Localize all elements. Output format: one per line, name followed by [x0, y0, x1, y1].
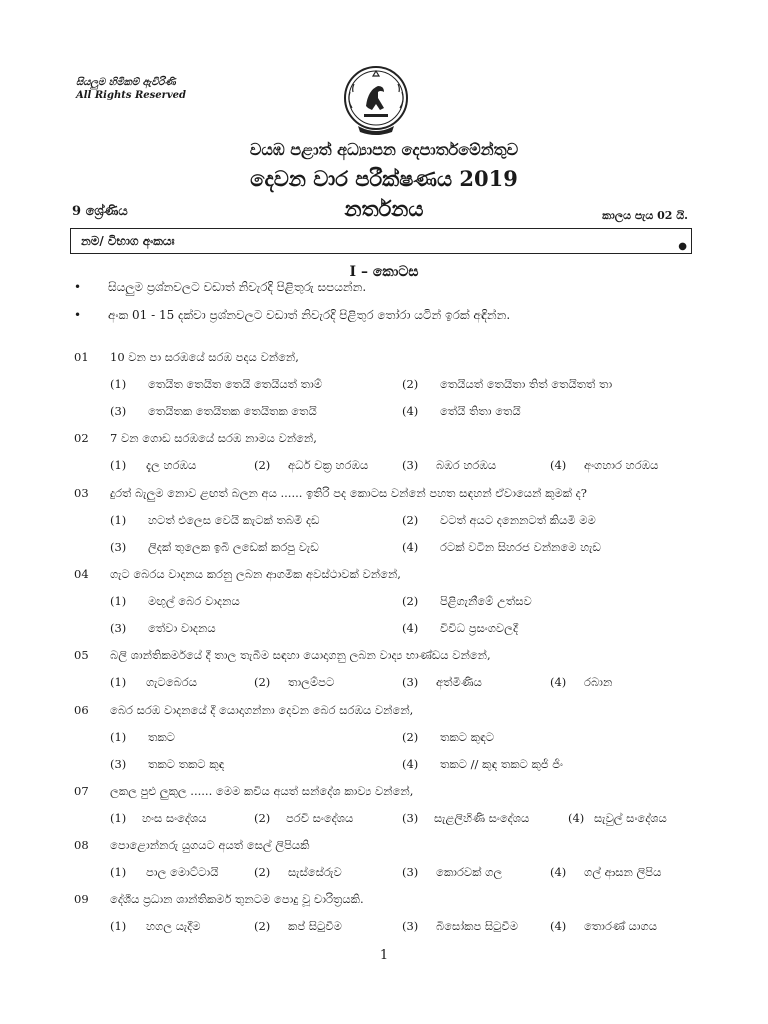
- option-number: (3): [110, 621, 127, 635]
- name-index-label: නම/ විභාග අංකයඃ: [81, 234, 175, 248]
- option-text: අත්මිණිය: [436, 675, 482, 689]
- option-text: සැවුල් සංදේශය: [594, 811, 667, 825]
- option-text: තකට තකට කුඳ: [148, 757, 225, 771]
- option-text: විවිධ ප්‍රසංගවලදී: [440, 621, 519, 635]
- option-text: තකට: [148, 730, 175, 744]
- option-text: තේවා වාදනය: [148, 621, 216, 635]
- option-number: (2): [254, 811, 271, 825]
- option-number: (3): [402, 458, 419, 472]
- option-number: (1): [110, 513, 127, 527]
- corner-dot-icon: ●: [678, 241, 687, 252]
- option-number: (2): [254, 919, 271, 933]
- option-text: තාලම්පට: [288, 675, 335, 689]
- option-number: (2): [402, 594, 419, 608]
- option-text: දැල හරඹය: [146, 458, 197, 472]
- option-text: අර්ධ චක්‍ර හරඹය: [288, 458, 369, 472]
- option-text: තෙයිත තෙයිත තෙයි තෙයියත් තාම්: [148, 377, 323, 391]
- option-number: (4): [550, 458, 567, 472]
- option-text: වටත් අයට දනෙනටත් කියමි මම: [440, 513, 596, 527]
- question-text: ලකල පුළු ලුකුල ...... මෙම කවිය අයත් සන්දේශ කාව්‍ය වන්නේ,: [110, 784, 414, 798]
- part-title: I – කොටස: [349, 264, 419, 280]
- question-text: 7 වන ගොඩ සරඹයේ සරඹ නාමය වන්නේ,: [110, 431, 317, 445]
- question-text: දේශීය ප්‍රධාන ශාන්තිකර්ම තුනටම පොදු වූ චාරිත්‍රයකි.: [110, 892, 364, 906]
- option-number: (3): [110, 757, 127, 771]
- question-number: 08: [74, 838, 89, 852]
- rights-sinhala: සියලුම හිමිකම් ඇවිරිණි: [76, 77, 176, 88]
- department-name: වයඹ පළාත් අධ්‍යාපන දෙපාර්තමේන්තුව: [249, 140, 519, 159]
- option-number: (3): [402, 811, 419, 825]
- question-number: 06: [74, 703, 89, 717]
- option-text: තකට // කුඳ තකට කුජි ජිං: [440, 757, 563, 771]
- name-index-input[interactable]: [191, 231, 675, 253]
- option-number: (4): [402, 621, 419, 635]
- option-number: (2): [254, 675, 271, 689]
- bullet-icon: •: [74, 280, 82, 294]
- option-text: හංස සංදේශය: [142, 811, 207, 825]
- rights-notice: [76, 76, 186, 102]
- question-text: බෙර සරඹ වාදනයේ දී යොදාගන්නා දෙවන බෙර සරඹය වන්නේ,: [110, 703, 414, 717]
- option-text: රබාන: [584, 675, 613, 689]
- instruction-text: අංක 01 - 15 දක්වා ප්‍රශ්නවලට වඩාත් නිවැරදි පිළිතුර තෝරා යටින් ඉරක් අඳින්න.: [108, 308, 511, 322]
- option-text: තෙයිතක තෙයිතක තෙයිතක තෙයි: [148, 404, 317, 418]
- question-text: බලි ශාන්තිකර්මයේ දී තාල තැබීම සඳහා යොදාගනු ලබන වාද්‍ය භාණ්ඩය වන්නේ,: [110, 648, 491, 662]
- option-number: (1): [110, 377, 127, 391]
- option-number: (1): [110, 675, 127, 689]
- option-text: සැස්සේරුව: [288, 865, 342, 879]
- option-number: (4): [402, 540, 419, 554]
- question-number: 09: [74, 892, 89, 906]
- option-text: කප් සිටුවීම: [288, 919, 342, 933]
- option-number: (2): [402, 513, 419, 527]
- option-number: (1): [110, 458, 127, 472]
- option-text: කොරවක් ගල: [436, 865, 503, 879]
- question-number: 04: [74, 567, 89, 581]
- option-number: (2): [254, 865, 271, 879]
- option-number: (4): [402, 757, 419, 771]
- option-number: (4): [402, 404, 419, 418]
- option-number: (3): [402, 865, 419, 879]
- option-text: ලිදක් තුලෙක ඉබි ලඩෙක් කරපු වැඩ: [148, 540, 319, 554]
- name-index-box: [70, 228, 692, 254]
- option-number: (2): [402, 730, 419, 744]
- sri-lanka-emblem-icon: [336, 62, 416, 142]
- option-number: (3): [402, 919, 419, 933]
- option-text: බඹර හරඹය: [436, 458, 497, 472]
- option-number: (1): [110, 865, 127, 879]
- option-text: තේයි තිතා තෙයි: [440, 404, 521, 418]
- option-number: (3): [110, 540, 127, 554]
- exam-title: දෙවන වාර පරීක්ෂණය 2019: [250, 166, 518, 191]
- option-number: (3): [402, 675, 419, 689]
- page-number: 1: [379, 948, 389, 963]
- option-text: තෙයියත් තෙයිතා තිත් තෙයිතත් තා: [440, 377, 613, 391]
- option-number: (2): [254, 458, 271, 472]
- option-number: (4): [550, 675, 567, 689]
- question-number: 02: [74, 431, 89, 445]
- time-label: කාලය පැය 02 යි.: [602, 209, 688, 222]
- question-text: පොළොන්නරු යුගයට අයත් සෙල් ලිපියකි: [110, 838, 310, 852]
- option-text: සැළලිහිණි සංදේශය: [434, 811, 530, 825]
- option-text: තකට කුඳට: [440, 730, 495, 744]
- question-text: 10 වන පා සරඹයේ සරඹ පදය වන්නේ,: [110, 350, 299, 364]
- option-text: තොරණ් යාගය: [584, 919, 658, 933]
- option-number: (1): [110, 919, 127, 933]
- option-text: පරවි සංදේශය: [286, 811, 354, 825]
- option-text: මඟුල් බෙර වාදනය: [148, 594, 240, 608]
- option-number: (1): [110, 811, 127, 825]
- option-text: බිසෝකප සිටුවීම: [436, 919, 518, 933]
- option-number: (2): [402, 377, 419, 391]
- grade-label: 9 ශ්‍රේණිය: [72, 204, 128, 219]
- option-number: (1): [110, 730, 127, 744]
- option-number: (3): [110, 404, 127, 418]
- option-text: අංගහාර හරඹය: [584, 458, 659, 472]
- option-text: හගල යැදීම: [146, 919, 201, 933]
- rights-english: All Rights Reserved: [76, 90, 187, 101]
- subject-title: නර්තනය: [344, 196, 424, 221]
- question-number: 01: [74, 350, 89, 364]
- option-number: (4): [550, 919, 567, 933]
- option-text: ගල් ආසන ලිපිය: [584, 865, 662, 879]
- question-number: 03: [74, 486, 89, 500]
- question-text: ගැට බෙරය වාදනය කරනු ලබන ආගමික අවස්ථාවක් වන්නේ,: [110, 567, 401, 581]
- option-text: පිළිගැනීමේ උත්සව: [440, 594, 532, 608]
- option-text: පාල මොට්ටායි: [146, 865, 219, 879]
- option-text: රටක් වටින සිහරජ වන්නමෙ හැඩ: [440, 540, 601, 554]
- question-text: දුරත් බැලුම නොව ළඟත් බලන අය ...... ඉතිරි පද කොටස වන්නේ පහත සඳහන් ඒවායෙන් කුමක් ද?: [110, 486, 587, 500]
- option-text: හටත් එලෙස වෙයි කැටක් තබමි දඩ: [148, 513, 320, 527]
- question-number: 05: [74, 648, 89, 662]
- bullet-icon: •: [74, 308, 82, 322]
- instruction-text: සියලුම ප්‍රශ්නවලට වඩාත් නිවැරදි පිළිතුරු සපයන්න.: [108, 280, 367, 294]
- option-number: (4): [568, 811, 585, 825]
- option-number: (4): [550, 865, 567, 879]
- question-number: 07: [74, 784, 89, 798]
- option-text: ගැටබෙරය: [146, 675, 197, 689]
- option-number: (1): [110, 594, 127, 608]
